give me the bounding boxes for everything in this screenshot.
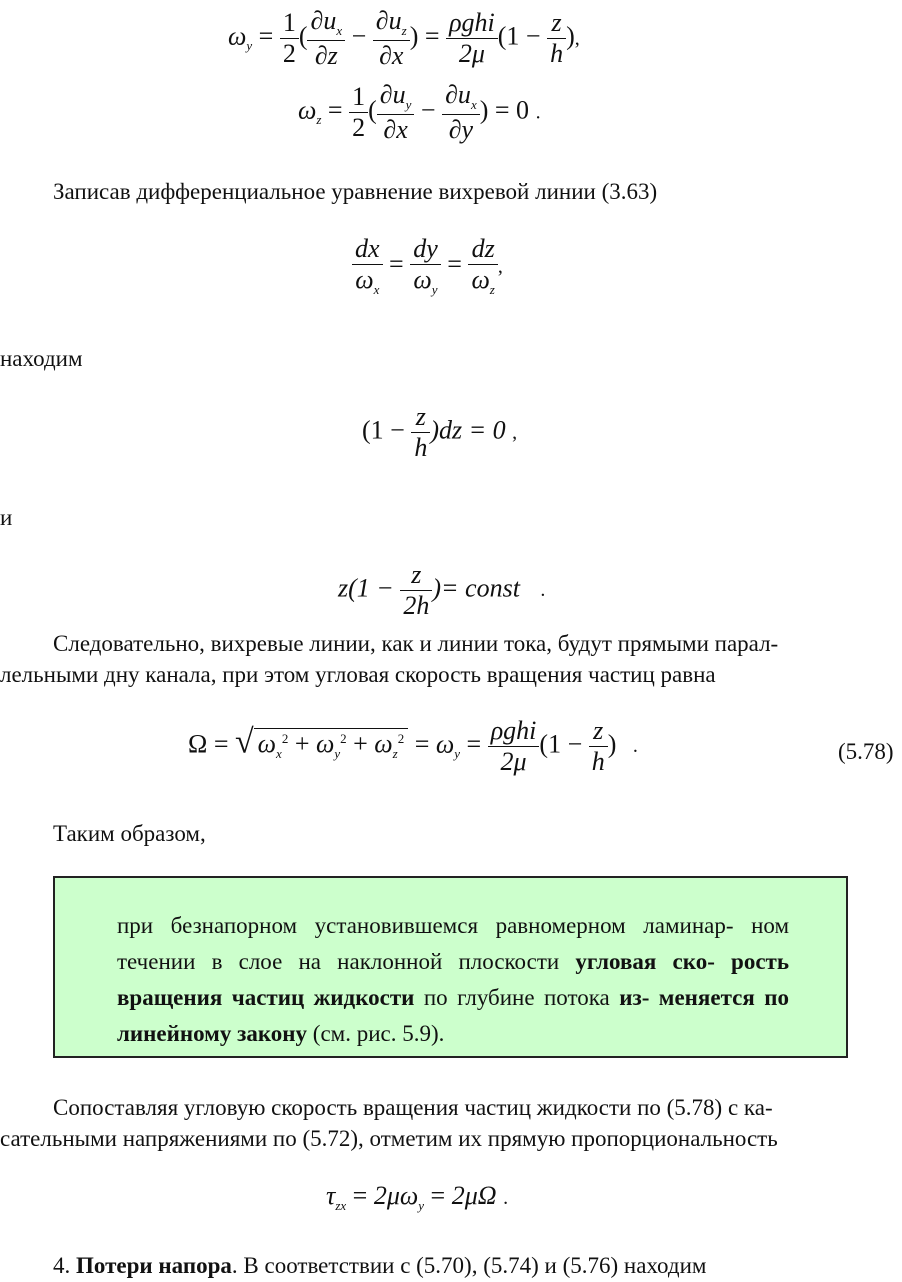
section-title-bold: Потери напора	[76, 1253, 232, 1278]
denominator: h	[414, 433, 428, 462]
omega-symbol: ω	[298, 95, 317, 125]
trailing-comma: ,	[512, 421, 518, 444]
denominator: ∂z	[314, 41, 338, 70]
superscript: 2	[281, 731, 289, 747]
paren-open: (1 −	[497, 21, 541, 51]
equation-vortex-line	[352, 234, 503, 299]
paragraph-consequently-line1: Следовательно, вихревые линии, как и линии тока, будут прямыми парал-	[53, 631, 779, 656]
equals: =	[327, 95, 343, 125]
fraction-derivative-1	[377, 80, 415, 145]
numerator: z	[400, 560, 432, 591]
trailing-comma: ,	[497, 255, 503, 278]
equals: =	[466, 729, 482, 759]
denominator: ∂x	[379, 41, 404, 70]
fraction-derivative-2	[442, 80, 480, 145]
paragraph-thus: Таким образом,	[53, 821, 206, 846]
item-number: 4.	[53, 1253, 76, 1278]
subscript: x	[276, 746, 282, 762]
fraction-z-h	[411, 402, 430, 463]
subscript: z	[401, 23, 407, 38]
tau-rhs: 2μΩ	[451, 1181, 497, 1210]
fraction-z-h	[547, 8, 566, 69]
highlight-box	[53, 876, 848, 1058]
equation-rest: )dz = 0	[430, 415, 506, 445]
tau-middle: 2μω	[373, 1181, 419, 1210]
denominator: ∂x	[383, 115, 408, 144]
numerator: 1	[349, 82, 368, 113]
Omega-symbol: Ω	[188, 729, 208, 759]
fraction-derivative-1	[307, 6, 345, 71]
trailing-period: .	[503, 1187, 509, 1209]
numerator: dx	[352, 234, 383, 265]
denominator: 2h	[403, 591, 430, 620]
equation-dz-zero	[362, 402, 517, 463]
trailing-period: .	[535, 101, 541, 124]
fraction-dx	[352, 234, 383, 299]
subscript: zx	[335, 1198, 347, 1213]
omega-y: ω	[435, 729, 455, 759]
paragraph-comparing-line2: сательными напряжениями по (5.72), отметим их прямую пропорциональность	[0, 1126, 778, 1151]
fraction-dz	[468, 234, 497, 299]
subscript: x	[470, 97, 477, 112]
denominator: ω	[471, 265, 490, 294]
box-text-a: при безнапорном установившемся равномерном ламинар- ном течении в слое на наклонной плоскости	[117, 913, 789, 974]
paren-close: )	[607, 729, 617, 759]
fraction-derivative-2	[373, 6, 410, 71]
paren-open: (1 −	[362, 415, 405, 445]
equals: =	[389, 249, 404, 279]
denominator: ω	[355, 265, 374, 294]
fraction-z-h	[589, 716, 608, 777]
omega-x: ω	[257, 729, 277, 759]
box-bold-d: из- меняется по линейному закону	[117, 985, 789, 1046]
equals: =	[424, 21, 440, 51]
paragraph-vortex-line-intro: Записав дифференциальное уравнение вихревой линии (3.63)	[53, 179, 658, 204]
numerator: ∂u	[379, 80, 406, 109]
fraction-rho	[446, 8, 498, 69]
tau-symbol: τ	[326, 1181, 336, 1210]
minus: −	[420, 95, 436, 125]
subscript: x	[336, 23, 343, 38]
numerator: z	[411, 402, 430, 433]
subscript: z	[392, 746, 398, 762]
numerator: z	[589, 716, 608, 747]
fraction-dy	[410, 234, 441, 299]
equation-omega-y: $\omega_y$ = $\frac{1}{2}$ ( $\frac{\partial u_x}{\partial z}$ − $\frac{\partial u_z}{\partial x}$ ) = $\frac{\text{ρghi}}{2\mu}$ (1 − $\frac{z}{h}$ ),	[228, 6, 580, 70]
trailing-period: .	[540, 579, 546, 602]
subscript: y	[405, 97, 412, 112]
numerator: z	[547, 8, 566, 39]
equation-rest: )= const	[432, 573, 520, 603]
omega-y: ω	[315, 729, 335, 759]
numerator: ∂u	[310, 6, 337, 35]
superscript: 2	[340, 731, 347, 747]
equation-number: (5.78)	[838, 739, 894, 764]
denominator: ∂y	[448, 115, 474, 144]
box-bold-b: угловая ско- рость вращения частиц жидкости	[117, 949, 789, 1010]
equals: =	[213, 729, 229, 759]
denominator: h	[550, 39, 564, 68]
equation-omega-total	[188, 716, 638, 777]
paragraph-i: и	[0, 505, 13, 530]
fraction-half	[349, 82, 368, 143]
equals: =	[430, 1181, 446, 1210]
numerator: ρghi	[446, 8, 498, 39]
numerator: ∂u	[375, 6, 402, 35]
highlight-text	[117, 908, 789, 1052]
subscript: z	[316, 112, 322, 128]
equation-const	[338, 560, 545, 621]
equals: =	[258, 21, 274, 51]
equals: =	[447, 249, 462, 279]
numerator: dy	[410, 234, 441, 265]
denominator: 2μ	[458, 39, 485, 68]
numerator: 1	[280, 8, 299, 39]
plus: +	[294, 729, 310, 759]
omega-z: ω	[374, 729, 393, 759]
subscript: y	[334, 746, 341, 762]
subscript: y	[431, 282, 438, 297]
fraction-z-2h	[400, 560, 432, 621]
paragraph-rest: . В соответствии с (5.70), (5.74) и (5.76) находим	[231, 1253, 707, 1278]
sqrt-sign: √	[235, 723, 254, 761]
subscript: z	[489, 282, 495, 297]
denominator: 2μ	[500, 747, 527, 776]
paragraph-head-losses	[53, 1250, 706, 1282]
trailing-comma: ,	[574, 27, 580, 50]
trailing-period: .	[632, 735, 638, 758]
minus: −	[351, 21, 367, 51]
paragraph-comparing-line1: Сопоставляя угловую скорость вращения частиц жидкости по (5.78) с ка-	[53, 1095, 773, 1120]
equation-left: z(1 −	[338, 573, 394, 603]
denominator: 2	[352, 113, 366, 142]
denominator: 2	[282, 39, 296, 68]
box-text-c: по глубине потока	[414, 985, 620, 1010]
numerator: ρghi	[488, 716, 540, 747]
subscript: y	[418, 1198, 425, 1213]
subscript: x	[373, 282, 380, 297]
plus: +	[353, 729, 368, 759]
numerator: dz	[468, 234, 497, 265]
fraction-rho	[488, 716, 540, 777]
superscript: 2	[397, 731, 405, 747]
equals: =	[414, 729, 430, 759]
paragraph-nakhodim: находим	[0, 346, 83, 371]
sqrt-radicand	[254, 728, 409, 762]
paren-close: )	[566, 21, 575, 51]
paren-open: (1 −	[539, 729, 583, 759]
omega-symbol: ω	[228, 21, 247, 51]
denominator: ω	[413, 265, 432, 294]
paragraph-consequently-line2: лельными дну канала, при этом угловая скорость вращения частиц равна	[0, 662, 716, 687]
fraction-half	[280, 8, 299, 69]
equation-tau	[326, 1181, 508, 1211]
equals: =	[352, 1181, 368, 1210]
numerator: ∂u	[445, 80, 471, 109]
denominator: h	[591, 747, 605, 776]
subscript: y	[246, 38, 253, 54]
equals-zero: = 0	[494, 95, 530, 125]
equation-omega-z: $\omega_z$ = $\frac{1}{2}$ ( $\frac{\partial u_y}{\partial x}$ − $\frac{\partial u_x}{\partial y}$ ) = 0 .	[298, 80, 541, 144]
box-text-e: (см. рис. 5.9).	[307, 1021, 445, 1046]
subscript: y	[454, 746, 461, 762]
